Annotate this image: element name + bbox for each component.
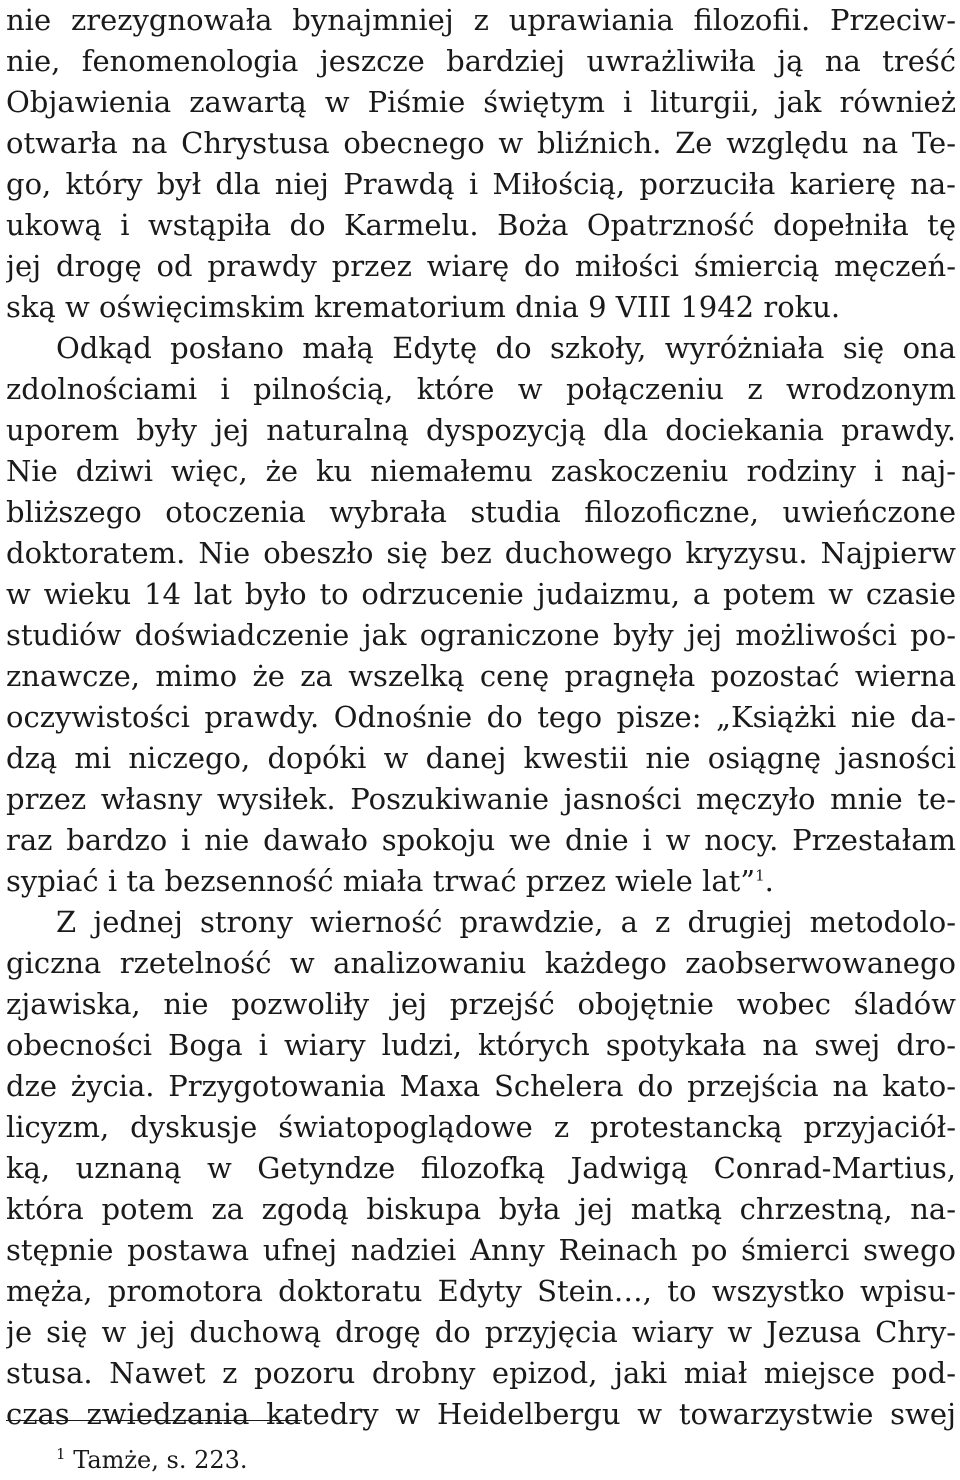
text-line: stępnie postawa ufnej nadziei Anny Reinach po śmierci swego: [6, 1233, 956, 1267]
footnote-text: Tamże, s. 223.: [73, 1446, 248, 1474]
text-line: dze życia. Przygotowania Maxa Schelera do przejścia na kato-: [6, 1069, 956, 1103]
text-line: w wieku 14 lat było to odrzucenie judaizmu, a potem w czasie: [6, 577, 956, 611]
text-line: męża, promotora doktoratu Edyty Stein…, to wszystko wpisu-: [6, 1274, 956, 1308]
text-line: Nie dziwi więc, że ku niemałemu zaskoczeniu rodziny i naj-: [6, 454, 956, 488]
text-line: bliższego otoczenia wybrała studia filozoficzne, uwieńczone: [6, 495, 956, 529]
text-line: obecności Boga i wiary ludzi, których spotykała na swej dro-: [6, 1028, 956, 1062]
text-line: czas zwiedzania katedry w Heidelbergu w towarzystwie swej: [6, 1397, 956, 1431]
quote-end-text: sypiać i ta bezsenność miała trwać przez wiele lat”: [6, 864, 756, 898]
footnote: [56, 1445, 248, 1475]
text-line: nie zrezygnowała bynajmniej z uprawiania filozofii. Przeciw-: [6, 3, 956, 37]
footnote-separator: [6, 1420, 302, 1421]
text-line: doktoratem. Nie obeszło się bez duchowego kryzysu. Najpierw: [6, 536, 956, 570]
text-line: je się w jej duchową drogę do przyjęcia wiary w Jezusa Chry-: [6, 1315, 956, 1349]
text-line: jej drogę od prawdy przez wiarę do miłości śmiercią męczeń-: [6, 249, 956, 283]
text-line: Objawienia zawartą w Piśmie świętym i liturgii, jak również: [6, 85, 956, 119]
text-line: uporem były jej naturalną dyspozycją dla dociekania prawdy.: [6, 413, 956, 447]
footnote-mark: 1: [56, 1445, 66, 1463]
text-line: licyzm, dyskusje światopoglądowe z protestancką przyjaciół-: [6, 1110, 956, 1144]
sentence-period: .: [764, 864, 774, 898]
text-line: zjawiska, nie pozwoliły jej przejść obojętnie wobec śladów: [6, 987, 956, 1021]
text-line: raz bardzo i nie dawało spokoju we dnie i w nocy. Przestałam: [6, 823, 956, 857]
text-line: otwarła na Chrystusa obecnego w bliźnich. Ze względu na Te-: [6, 126, 956, 160]
text-line: która potem za zgodą biskupa była jej matką chrzestną, na-: [6, 1192, 956, 1226]
text-line: zdolnościami i pilnością, które w połączeniu z wrodzonym: [6, 372, 956, 406]
text-line-with-footnote: [6, 861, 956, 902]
text-line: go, który był dla niej Prawdą i Miłością, porzuciła karierę na-: [6, 167, 956, 201]
text-line: znawcze, mimo że za wszelką cenę pragnęła pozostać wierna: [6, 659, 956, 693]
text-line: dzą mi niczego, dopóki w danej kwestii nie osiągnę jasności: [6, 741, 956, 775]
text-line: ką, uznaną w Getyndze filozofką Jadwigą Conrad-Martius,: [6, 1151, 956, 1185]
text-line: stusa. Nawet z pozoru drobny epizod, jaki miał miejsce pod-: [6, 1356, 956, 1390]
text-line: giczna rzetelność w analizowaniu każdego zaobserwowanego: [6, 946, 956, 980]
page-body: [6, 0, 956, 1435]
text-line: przez własny wysiłek. Poszukiwanie jasności męczyło mnie te-: [6, 782, 956, 816]
text-line: ską w oświęcimskim krematorium dnia 9 VIII 1942 roku.: [6, 290, 841, 324]
text-line: oczywistości prawdy. Odnośnie do tego pisze: „Książki nie da-: [6, 700, 956, 734]
text-line: Z jednej strony wierność prawdzie, a z drugiej metodolo-: [56, 905, 956, 939]
footnote-reference[interactable]: 1: [755, 866, 765, 885]
text-line: Odkąd posłano małą Edytę do szkoły, wyróżniała się ona: [56, 331, 956, 365]
text-line: ukową i wstąpiła do Karmelu. Boża Opatrzność dopełniła tę: [6, 208, 956, 242]
text-line: studiów doświadczenie jak ograniczone były jej możliwości po-: [6, 618, 956, 652]
text-line: nie, fenomenologia jeszcze bardziej uwrażliwiła ją na treść: [6, 44, 956, 78]
